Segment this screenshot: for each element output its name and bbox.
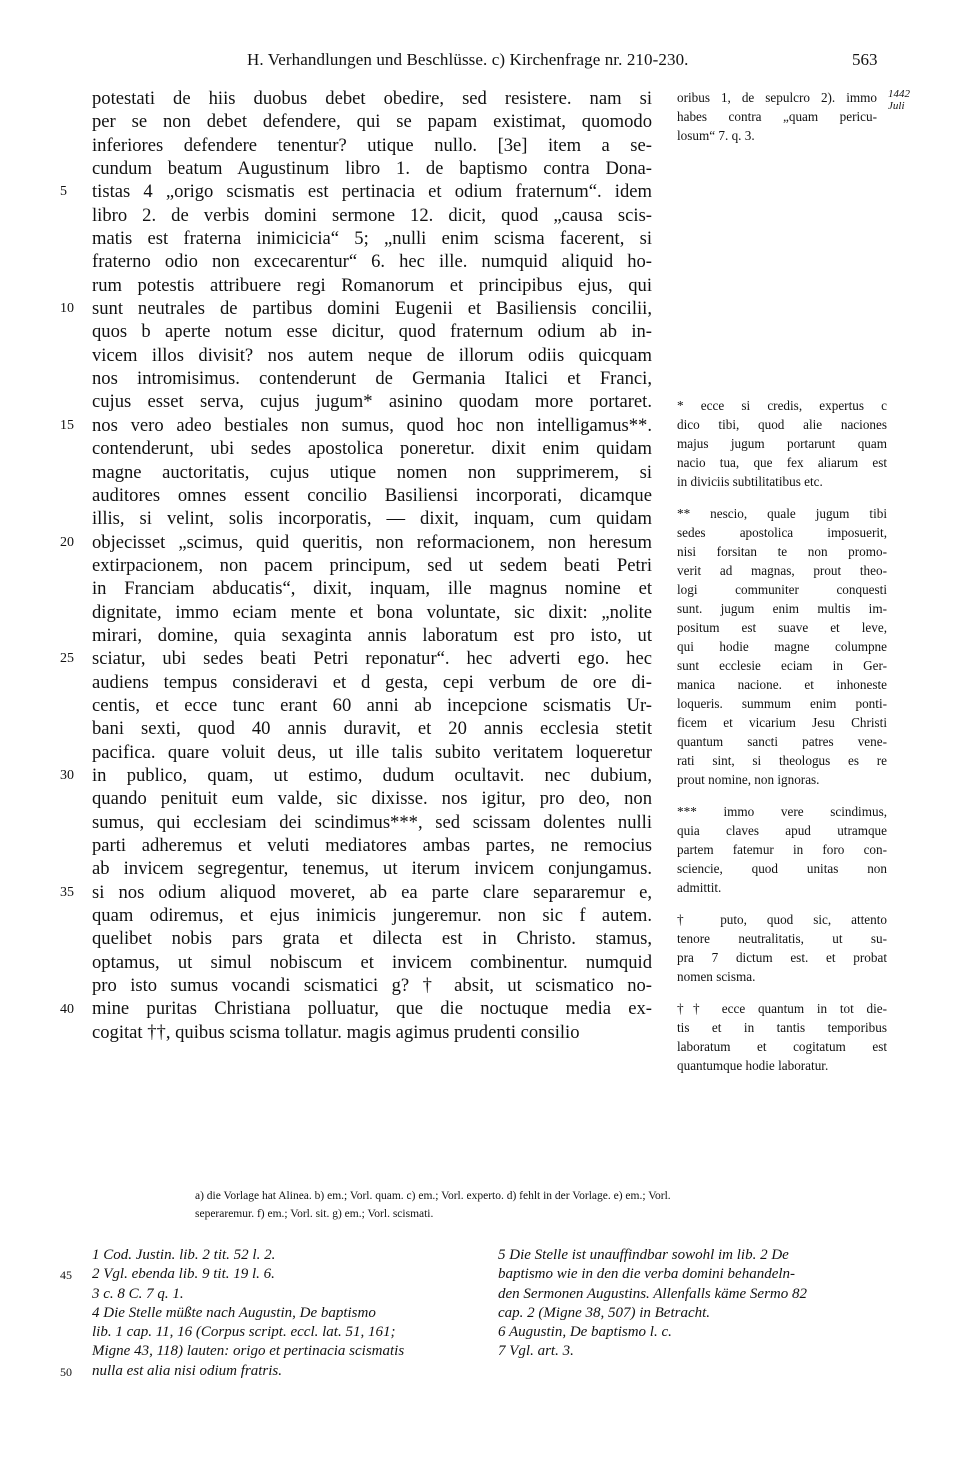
text-line: cujus esset serva, cujus jugum* asinino quodam more portaret. bbox=[92, 391, 652, 413]
side-note-line: qui hodie magne columpne bbox=[677, 639, 887, 654]
margin-month: Juli bbox=[888, 100, 905, 112]
text-line: pacifica. quare voluit deus, ut ille talis subito veritatem loqueretur bbox=[92, 741, 652, 763]
text-line: inferiores defendere tenentur? utique nullo. [3e] item a se- bbox=[92, 134, 652, 156]
text-line: objecisset „scimus, quid queritis, non reformacionem, non heresum bbox=[92, 531, 652, 553]
margin-year: 1442 bbox=[888, 88, 910, 100]
side-note-line: *** immo vere scindimus, bbox=[677, 804, 887, 819]
line-number: 25 bbox=[60, 651, 74, 667]
footnote-line-number: 45 bbox=[60, 1268, 72, 1283]
line-number: 35 bbox=[60, 884, 74, 900]
text-line: tistas 4 „origo scismatis est pertinacia et odium fraternum“. idem bbox=[92, 181, 652, 203]
text-line: contenderunt, ubi sedes apostolica poneretur. dixit enim quidam bbox=[92, 438, 652, 460]
footnote-line: nulla est alia nisi odium fratris. bbox=[92, 1362, 283, 1379]
footnote-line-number: 50 bbox=[60, 1364, 72, 1379]
side-note-line: †† ecce quantum in tot die- bbox=[677, 1001, 887, 1016]
side-note-line: tis et in tantis temporibus bbox=[677, 1020, 887, 1035]
variant-notes bbox=[195, 1187, 885, 1223]
text-line: quam odiremus, et ejus inimicis jungeremur. non sic f autem. bbox=[92, 905, 652, 927]
text-line: sumus, qui ecclesiam dei scindimus***, sed scissam dolentes nulli bbox=[92, 811, 652, 833]
text-line: bani sexti, quod 40 annis duravit, et 20 annis ecclesia stetit bbox=[92, 718, 652, 740]
footnote-line: 4 Die Stelle müßte nach Augustin, De baptismo bbox=[92, 1304, 376, 1321]
footnote-line: Migne 43, 118) lauten: origo et pertinacia scismatis bbox=[92, 1343, 405, 1360]
text-line: cundum beatum Augustinum libro 1. de baptismo contra Dona- bbox=[92, 158, 652, 180]
text-line: sciatur, ubi sedes beati Petri reponatur“. hec adverti ego. hec bbox=[92, 648, 652, 670]
side-note bbox=[677, 910, 887, 986]
text-line: audiens tempus consideravi et d gesta, cepi verbum de ore di- bbox=[92, 671, 652, 693]
footnote-line: den Sermonen Augustins. Allenfalls käme Sermo 82 bbox=[498, 1285, 807, 1302]
header-title: H. Verhandlungen und Beschlüsse. c) Kirchenfrage nr. 210-230. bbox=[247, 50, 689, 69]
side-note-line: logi communiter conquesti bbox=[677, 582, 887, 597]
text-line: nos vero adeo bestiales non sumus, quod hoc non intelligamus**. bbox=[92, 414, 652, 436]
side-note-line: quia claves apud utramque bbox=[677, 823, 887, 838]
side-note-line: nacio tua, que fex aliarum est bbox=[677, 455, 887, 470]
text-line: in Franciam abducatis“, dixit, inquam, ille magnus nomine et bbox=[92, 578, 652, 600]
footnote-line: cap. 2 (Migne 38, 507) in Betracht. bbox=[498, 1304, 711, 1321]
main-text bbox=[92, 87, 652, 1044]
side-note-line: † puto, quod sic, attento bbox=[677, 912, 887, 927]
text-line: centis, et ecce tunc erant 60 anni ab incepcione scismatis Ur- bbox=[92, 694, 652, 716]
line-number: 15 bbox=[60, 417, 74, 433]
side-note-line: sunt ecclesie eciam in Ger- bbox=[677, 658, 887, 673]
text-line: libro 2. de verbis domini sermone 12. dicit, quod „causa scis- bbox=[92, 204, 652, 226]
side-note-line: sunt. jugum enim multis im- bbox=[677, 601, 887, 616]
text-line: si nos odium aliquod moveret, ab ea parte clare separaremur e, bbox=[92, 881, 652, 903]
footnote-line: 2 Vgl. ebenda lib. 9 tit. 19 l. 6. bbox=[92, 1266, 275, 1283]
running-header bbox=[0, 50, 960, 76]
footnote-line: 3 c. 8 C. 7 q. 1. bbox=[92, 1285, 184, 1302]
line-number: 40 bbox=[60, 1001, 74, 1017]
side-note bbox=[677, 999, 887, 1075]
text-line: matis est fraterna inimicicia“ 5; „nulli enim scisma facerent, si bbox=[92, 228, 652, 250]
text-line: per se non debet defendere, qui se papam existimat, quomodo bbox=[92, 111, 652, 133]
text-line: fraterno odio non excecarentur“ 6. hec ille. numquid aliquid ho- bbox=[92, 251, 652, 273]
text-line: quando penituit eum valde, sic dixisse. nos igitur, pro deo, non bbox=[92, 788, 652, 810]
side-note-line: sciencie, quod unitas non bbox=[677, 861, 887, 876]
line-number: 20 bbox=[60, 534, 74, 550]
side-note-line: quantumque hodie laboratur. bbox=[677, 1058, 829, 1073]
footnote-line: 1 Cod. Justin. lib. 2 tit. 52 l. 2. bbox=[92, 1247, 276, 1263]
side-notes bbox=[677, 396, 887, 1075]
text-line: magne auctoritatis, cujus utique nomen non supprimerem, si bbox=[92, 461, 652, 483]
side-note-line: positum est suave et leve, bbox=[677, 620, 887, 635]
line-number: 5 bbox=[60, 184, 67, 200]
side-note-line: verit ad magnas, prout theo- bbox=[677, 563, 887, 578]
margin-date bbox=[888, 88, 910, 112]
line-number: 30 bbox=[60, 768, 74, 784]
side-note-line: dico tibi, quod alie naciones bbox=[677, 417, 887, 432]
side-note-line: loqueris. summum enim ponti- bbox=[677, 696, 887, 711]
text-line: mine puritas Christiana polluatur, que die noctuque media ex- bbox=[92, 998, 652, 1020]
side-note-line: ** nescio, quale jugum tibi bbox=[677, 506, 887, 521]
text-line: quos b aperte notum esse dicitur, quod fraternum odium ab in- bbox=[92, 321, 652, 343]
text-line: sunt neutrales de partibus domini Eugenii et Basiliensis concilii, bbox=[92, 298, 652, 320]
side-note-line: in diviciis subtilitatibus etc. bbox=[677, 474, 823, 489]
variant-note-line: seperaremur. f) em.; Vorl. sit. g) em.; Vorl. scismati. bbox=[195, 1208, 434, 1220]
text-line: nos intromisimus. contenderunt de Germania Italici et Franci, bbox=[92, 368, 652, 390]
text-line: potestati de hiis duobus debet obedire, sed resistere. nam si bbox=[92, 88, 652, 109]
text-line: rum potestis attribuere regi Romanorum et principibus ejus, qui bbox=[92, 274, 652, 296]
side-top-line: losum“ 7. q. 3. bbox=[677, 128, 755, 143]
text-line: mirari, domine, quia sexaginta annis laboratum est pro isto, ut bbox=[92, 624, 652, 646]
text-line: pro isto sumus vocandi scismatici g? † absit, ut scismatico no- bbox=[92, 975, 652, 997]
side-note bbox=[677, 802, 887, 897]
side-note bbox=[677, 396, 887, 491]
footnote-line: 5 Die Stelle ist unauffindbar sowohl im lib. 2 De bbox=[498, 1247, 789, 1263]
side-note-line: quantum sancti patres vene- bbox=[677, 734, 887, 749]
side-top-line: habes contra „quam pericu- bbox=[677, 109, 877, 124]
side-note-line: tenore neutralitatis, ut su- bbox=[677, 931, 887, 946]
footnotes-right bbox=[498, 1246, 888, 1362]
text-line: parti adheremus et veluti mediatores ambas partes, ne remocius bbox=[92, 835, 652, 856]
side-note-line: admittit. bbox=[677, 880, 722, 895]
footnote-line: baptismo wie in den die verba domini behandeln- bbox=[498, 1266, 796, 1283]
footnote-line: 6 Augustin, De baptismo l. c. bbox=[498, 1324, 672, 1341]
side-note-line: prout nomine, non ignoras. bbox=[677, 772, 820, 787]
footnote-line: 7 Vgl. art. 3. bbox=[498, 1343, 574, 1360]
side-note-line: majus jugum portarunt quam bbox=[677, 436, 887, 451]
text-line: quelibet nobis pars grata et dilecta est in Christo. stamus, bbox=[92, 928, 652, 950]
text-line: in publico, quam, ut estimo, dudum ocultavit. nec dubium, bbox=[92, 764, 652, 786]
side-note-line: manica nacione. et inhoneste bbox=[677, 677, 887, 692]
side-note-line: ficem et vicarium Jesu Christi bbox=[677, 715, 887, 730]
footnote-line: lib. 1 cap. 11, 16 (Corpus script. eccl. lat. 51, 161; bbox=[92, 1324, 396, 1341]
text-line: cogitat ††, quibus scisma tollatur. magis agimus prudenti consilio bbox=[92, 1021, 580, 1043]
text-line: extirpacionem, non pacem principum, sed ut sedem beati Petri bbox=[92, 554, 652, 576]
text-line: vicem illos divisit? nos autem neque de illorum odiis quicquam bbox=[92, 344, 652, 366]
variant-note-line: a) die Vorlage hat Alinea. b) em.; Vorl. quam. c) em.; Vorl. experto. d) fehlt in der Vorlage. e) em.; Vorl. bbox=[195, 1190, 671, 1202]
side-note bbox=[677, 504, 887, 789]
side-note-line: nisi forsitan te non promo- bbox=[677, 544, 887, 559]
footnotes-left bbox=[92, 1246, 487, 1381]
line-number: 10 bbox=[60, 301, 74, 317]
text-line: optamus, ut simul nobiscum et invicem combinentur. numquid bbox=[92, 951, 652, 973]
side-note-line: pra 7 dictum est. et probat bbox=[677, 950, 887, 965]
side-note-line: partem fatemur in foro con- bbox=[677, 842, 887, 857]
side-top-text bbox=[677, 88, 877, 145]
text-line: illis, si velint, solis incorporatis, — dixit, inquam, cum quidam bbox=[92, 508, 652, 530]
text-line: auditores omnes essent concilio Basiliensi incorporati, dicamque bbox=[92, 484, 652, 506]
page-number: 563 bbox=[852, 50, 878, 69]
side-note-line: rati sint, si theologus es re bbox=[677, 753, 887, 768]
text-line: dignitate, immo eciam mente et bona voluntate, sic dixit: „nolite bbox=[92, 601, 652, 623]
text-line: ab invicem segregentur, tenemus, ut iterum invicem conjungamus. bbox=[92, 858, 652, 880]
side-note-line: nomen scisma. bbox=[677, 969, 756, 984]
side-note-line: * ecce si credis, expertus c bbox=[677, 398, 887, 413]
side-note-line: laboratum et cogitatum est bbox=[677, 1039, 887, 1054]
side-top-line: oribus 1, de sepulcro 2). immo bbox=[677, 90, 877, 105]
side-note-line: sedes apostolica imposuerit, bbox=[677, 525, 887, 540]
